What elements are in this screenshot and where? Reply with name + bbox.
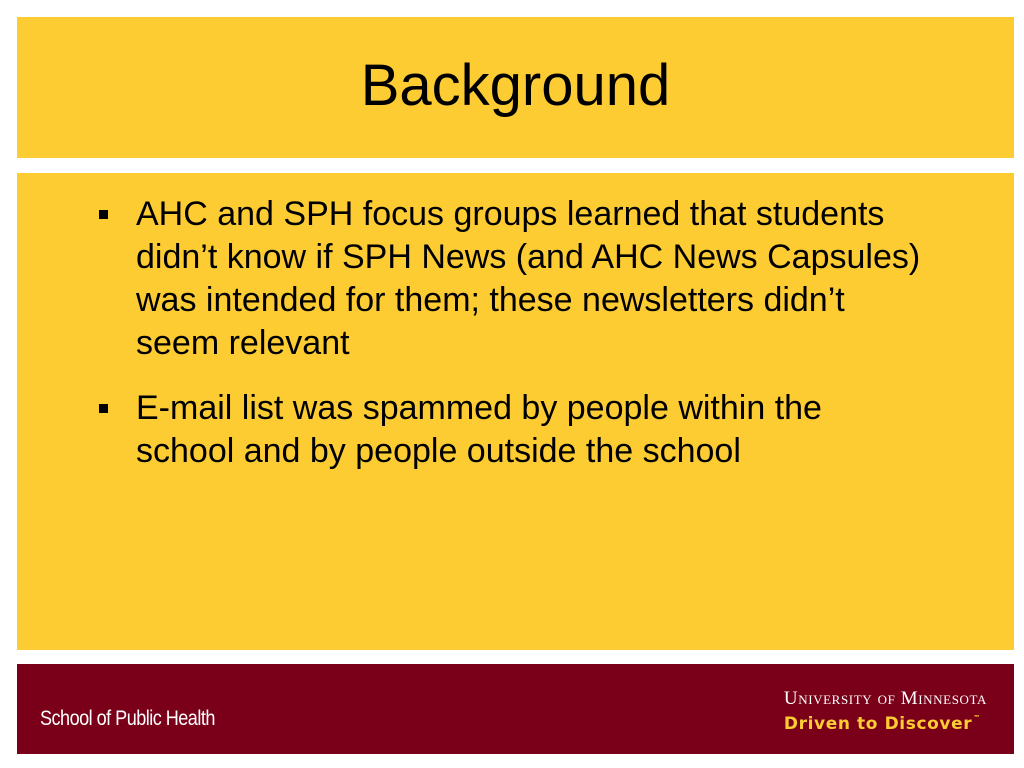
square-bullet-icon [99, 404, 108, 413]
bullet-item [99, 387, 929, 473]
slide-title: Background [360, 52, 671, 118]
university-logo [784, 688, 987, 734]
trademark-mark: ™ [973, 714, 981, 722]
bullet-list [99, 193, 929, 495]
content-panel [17, 173, 1014, 650]
tagline-row [784, 714, 987, 734]
university-name: University of Minnesota [783, 688, 987, 709]
bullet-item [99, 193, 929, 365]
school-name-logo: School of Public Health [40, 707, 215, 730]
footer-bar [17, 664, 1014, 754]
bullet-text: E-mail list was spammed by people within the school and by people outside the school [136, 389, 822, 470]
tagline-text: Driven to Discover [783, 714, 973, 734]
title-panel [17, 17, 1014, 158]
square-bullet-icon [99, 210, 108, 219]
bullet-text: AHC and SPH focus groups learned that students didn’t know if SPH News (and AHC News Capsules) was intended for them; these newsletters didn’t seem relevant [136, 195, 921, 362]
